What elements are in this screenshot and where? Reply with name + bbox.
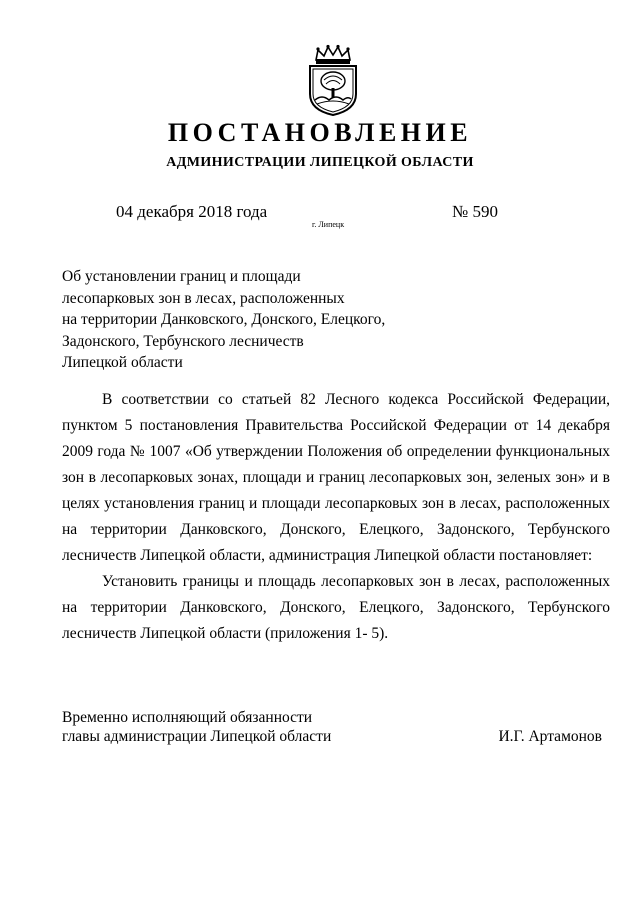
subject-line: Липецкой области xyxy=(62,354,183,371)
document-subject xyxy=(62,266,385,374)
body-paragraph: Установить границы и площадь лесопарковых зон в лесах, расположенных на территории Данковского, Донского, Елецкого, Задонского, Тербунского лесничеств Липецкой области (приложения 1- 5). xyxy=(62,573,610,642)
signatory-position-line: главы администрации Липецкой области xyxy=(62,728,332,745)
document-body xyxy=(62,387,610,647)
signatory-name: И.Г. Артамонов xyxy=(498,728,602,745)
subject-line: Об установлении границ и площади xyxy=(62,268,301,285)
document-title: ПОСТАНОВЛЕНИЕ xyxy=(167,118,473,147)
document-number: № 590 xyxy=(452,202,498,221)
document-place: г. Липецк xyxy=(312,220,345,229)
subject-line: Задонского, Тербунского лесничеств xyxy=(62,332,304,350)
document-subtitle: АДМИНИСТРАЦИИ ЛИПЕЦКОЙ ОБЛАСТИ xyxy=(166,155,474,170)
subject-line: на территории Данковского, Донского, Елецкого, xyxy=(62,311,386,328)
signatory-position-line: Временно исполняющий обязанности xyxy=(62,709,313,726)
document-date: 04 декабря 2018 года xyxy=(116,202,268,221)
signature-block xyxy=(62,708,610,746)
coat-of-arms-icon xyxy=(304,44,362,116)
subject-line: лесопарковых зон в лесах, расположенных xyxy=(62,289,345,307)
body-paragraph: В соответствии со статьей 82 Лесного кодекса Российской Федерации, пунктом 5 постановления Правительства Российской Федерации от 14 декабря 2009 года № 1007 «Об утверждении Положения об определении функциональных зон в лесопарковых зонах, площади и границ лесопарковых зон, зеленых зон» и в целях установления границ и площади лесопарковых зон в лесах, расположенных на территории Данковского, Донского, Елецкого, Задонского, Тербунского лесничеств Липецкой области, администрация Липецкой области постановляет: xyxy=(62,391,610,564)
